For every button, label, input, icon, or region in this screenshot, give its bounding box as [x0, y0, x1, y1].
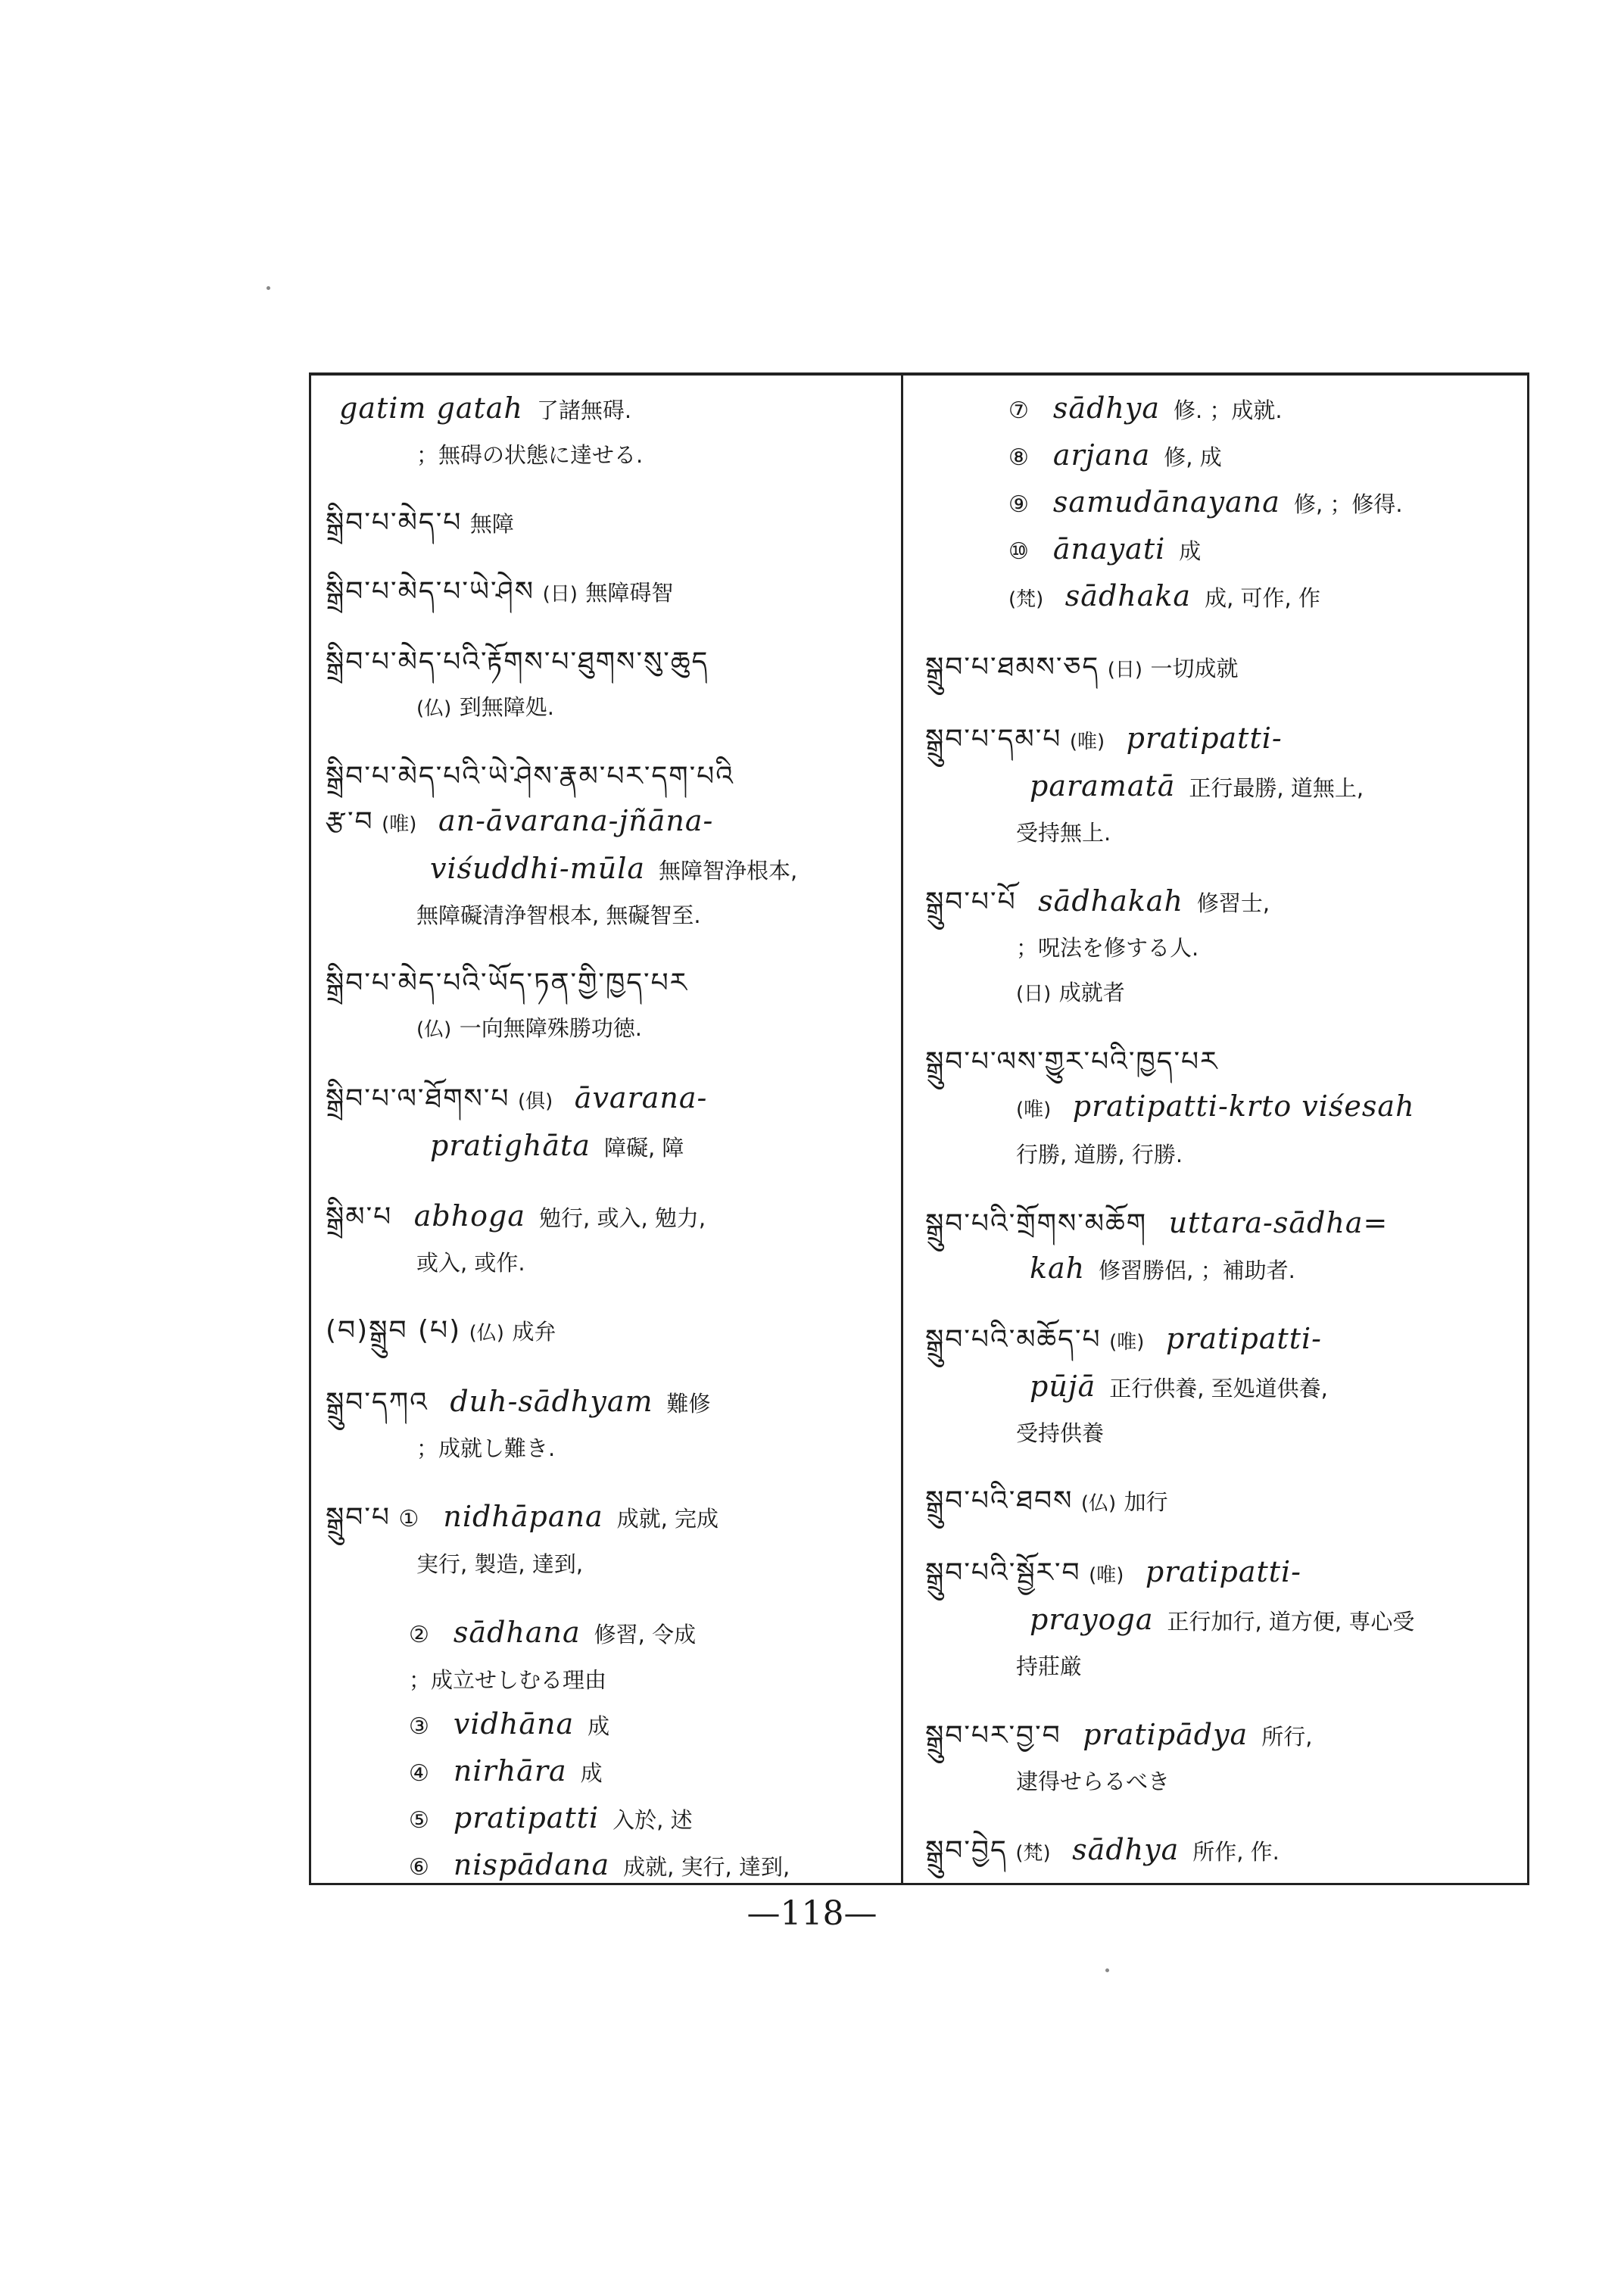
sanskrit-term: sādhaka [1064, 579, 1192, 612]
japanese-gloss: 無障礙清浄智根本, 無礙智至. [416, 902, 701, 928]
tibetan-term: སྒྲིབ་པ་མེད་པ་ཡེ་ཤེས [326, 576, 535, 607]
japanese-gloss: 正行加行, 道方便, 専心受 [1167, 1609, 1415, 1635]
japanese-gloss: 修習, 令成 [594, 1622, 697, 1647]
entry-line [925, 480, 1516, 527]
sanskrit-term: nidhāpana [443, 1500, 603, 1533]
entry-line [326, 1796, 893, 1843]
japanese-gloss: 行勝, 道勝, 行勝. [1016, 1142, 1183, 1167]
japanese-gloss: 一向無障殊勝功徳. [459, 1015, 643, 1041]
japanese-gloss: 正行供養, 至処道供養, [1109, 1376, 1328, 1401]
entry-line [326, 1610, 893, 1657]
entry-line [326, 1541, 893, 1586]
entry-line [326, 432, 893, 477]
entry-line [326, 755, 893, 799]
sanskrit-term: sādhana [453, 1616, 581, 1649]
entry-line [326, 1702, 893, 1749]
entry-line [326, 570, 893, 616]
entry-line [925, 1201, 1516, 1246]
japanese-gloss: 成就, 実行, 達到, [623, 1854, 790, 1880]
sanskrit-term: paramatā [1030, 769, 1176, 803]
entry-line [925, 879, 1516, 925]
dictionary-entry [326, 570, 893, 616]
source-tag: (日) [1016, 983, 1052, 1005]
tibetan-term: སྒྲིབ་པ་མེད་པའི་ཡོད་ཏན་གྱི་ཁྱད་པར [326, 968, 689, 999]
dictionary-entry [925, 386, 1516, 622]
entry-line [326, 799, 893, 846]
japanese-gloss: 無障 [469, 511, 514, 537]
entry-line [326, 1379, 893, 1426]
scan-speck [1105, 1968, 1109, 1972]
tibetan-term: སྒྲིམ་པ [326, 1202, 393, 1233]
japanese-gloss: 了諸無碍. [536, 397, 632, 423]
entry-line [326, 1749, 893, 1796]
dictionary-entry [326, 1076, 893, 1170]
dictionary-entry [326, 962, 893, 1052]
entry-line [326, 1495, 893, 1541]
tibetan-term: སྒྲིབ་པ་ལ་ཐོགས་པ [326, 1083, 510, 1114]
entry-line [326, 1194, 893, 1240]
tibetan-term: སྒྲུབ་བྱེད [925, 1835, 1008, 1866]
sanskrit-term: nispādana [453, 1848, 610, 1881]
tibetan-term: སྒྲུབ་པར་བྱ་བ [925, 1720, 1061, 1751]
sanskrit-term: prayoga [1030, 1603, 1154, 1636]
dictionary-entry [925, 716, 1516, 855]
entry-line [925, 1828, 1516, 1875]
dictionary-entry [925, 1828, 1516, 1875]
tibetan-term: སྒྲུབ་པའི་མཆོད་པ [925, 1324, 1102, 1355]
source-tag: (唯) [1016, 1099, 1052, 1121]
left-column [326, 386, 893, 1914]
source-tag: (唯) [1109, 1331, 1145, 1354]
japanese-gloss: 到無障処. [459, 694, 555, 720]
source-tag: (仏) [1080, 1492, 1117, 1515]
source-tag: (梵) [1015, 1842, 1051, 1865]
sanskrit-term: an-āvarana-jñāna- [438, 804, 714, 837]
sanskrit-term: āvarana- [574, 1081, 708, 1114]
entry-line [326, 641, 893, 684]
entry-line [925, 1246, 1516, 1292]
sense-number: ⑦ [1008, 397, 1029, 424]
dictionary-entry [925, 1317, 1516, 1455]
japanese-gloss: 修, ；修得. [1293, 491, 1403, 517]
sanskrit-term: nirhāra [453, 1754, 567, 1788]
tibetan-term: སྒྲུབ་པ [326, 1502, 391, 1533]
japanese-gloss: 成 [588, 1713, 610, 1739]
sanskrit-term: pūjā [1030, 1370, 1096, 1403]
source-tag: (唯) [382, 813, 417, 836]
japanese-gloss: 受持無上. [1016, 820, 1111, 846]
japanese-gloss: 所作, 作. [1192, 1839, 1280, 1865]
source-tag: (唯) [1089, 1564, 1124, 1587]
sense-number: ⑩ [1008, 538, 1029, 565]
source-tag: (仏) [416, 1018, 452, 1041]
japanese-gloss: 入於, 述 [613, 1807, 693, 1833]
dictionary-entry [326, 641, 893, 731]
japanese-gloss: 成就, 完成 [616, 1506, 719, 1532]
entry-line [326, 962, 893, 1005]
sanskrit-term: pratipatti- [1126, 722, 1283, 755]
entry-line [925, 574, 1516, 622]
dictionary-entry [326, 1309, 893, 1355]
entry-line [925, 764, 1516, 810]
dictionary-entry [925, 1550, 1516, 1688]
dictionary-entry [925, 1479, 1516, 1526]
entry-line [925, 527, 1516, 574]
japanese-gloss: ；呪法を修する人. [1016, 935, 1199, 961]
entry-line [925, 433, 1516, 480]
dictionary-entry [326, 1194, 893, 1285]
entry-line [326, 1309, 893, 1355]
tibetan-term: (བ)སྒྲུབ (པ) [326, 1315, 462, 1346]
dictionary-entry [925, 1201, 1516, 1292]
japanese-gloss: ；成就し難き. [416, 1435, 556, 1461]
japanese-gloss: 加行 [1124, 1489, 1168, 1515]
sense-number: ③ [409, 1713, 429, 1740]
entry-line [925, 1550, 1516, 1597]
column-divider [901, 372, 903, 1885]
entry-line [925, 1084, 1516, 1132]
sense-number: ⑤ [409, 1807, 429, 1834]
tibetan-term: སྒྲིབ་པ་མེད་པའི་ཡེ་ཤེས་རྣམ་པར་དག་པའི [326, 761, 734, 792]
sanskrit-term: abhoga [413, 1199, 526, 1233]
tibetan-term: སྒྲིབ་པ་མེད་པ [326, 507, 463, 538]
sanskrit-term: gatim gatah [339, 391, 523, 425]
source-tag: (仏) [416, 697, 452, 720]
sanskrit-term: pratipatti- [1145, 1555, 1302, 1588]
tibetan-term: སྒྲུབ་པ་ལས་གྱུར་པའི་ཁྱད་པར [925, 1046, 1219, 1077]
source-tag: (唯) [1069, 731, 1105, 753]
sanskrit-term: pratighāta [430, 1129, 591, 1162]
sense-number: ① [398, 1506, 419, 1532]
dictionary-entry [326, 1379, 893, 1470]
japanese-gloss: 無障智浄根本, [659, 858, 798, 884]
tibetan-term: སྒྲིབ་པ་མེད་པའི་རྟོགས་པ་ཐུགས་སུ་ཆུད [326, 647, 709, 678]
entry-line [925, 1759, 1516, 1803]
entry-line [326, 1240, 893, 1285]
dictionary-entry [925, 646, 1516, 692]
entry-line [925, 1364, 1516, 1410]
japanese-gloss: 或入, 或作. [416, 1250, 525, 1276]
tibetan-term: སྒྲུབ་པ་པོ [925, 887, 1017, 918]
japanese-gloss: 無障碍智 [585, 580, 674, 606]
tibetan-term: སྒྲུབ་པའི་ཐབས [925, 1485, 1074, 1516]
japanese-gloss: 難修 [666, 1391, 711, 1417]
dictionary-entry [925, 1713, 1516, 1803]
entry-line [326, 846, 893, 893]
sanskrit-term: vidhāna [453, 1707, 575, 1741]
japanese-gloss: 成 [580, 1760, 603, 1786]
tibetan-term: སྒྲུབ་པའི་སྦྱོར་བ [925, 1557, 1081, 1588]
japanese-gloss: ；成立せしむる理由 [409, 1667, 607, 1693]
entry-line [925, 716, 1516, 764]
right-column [925, 386, 1516, 1900]
sanskrit-term: ānayati [1052, 532, 1166, 566]
dictionary-entry [925, 1040, 1516, 1177]
japanese-gloss: 所行, [1261, 1724, 1313, 1750]
source-tag: (日) [1107, 659, 1142, 681]
entry-line [326, 1657, 893, 1702]
japanese-gloss: 修. ；成就. [1173, 397, 1283, 423]
japanese-gloss: 持莊厳 [1016, 1653, 1083, 1679]
dictionary-entry [326, 1495, 893, 1586]
entry-line [925, 646, 1516, 692]
page-number: —118— [747, 1894, 877, 1933]
entry-line [925, 1317, 1516, 1364]
entry-line [925, 386, 1516, 433]
sanskrit-term: pratipādya [1083, 1718, 1248, 1751]
entry-line [925, 1132, 1516, 1177]
japanese-gloss: ；無碍の状態に達せる. [416, 442, 644, 468]
sanskrit-term: pratipatti-krto viśesah [1072, 1089, 1415, 1123]
dictionary-entry [925, 879, 1516, 1016]
sense-number: ⑥ [409, 1854, 429, 1881]
japanese-gloss: 成, 可作, 作 [1205, 585, 1320, 611]
source-tag: (仏) [469, 1322, 504, 1345]
entry-line [326, 1426, 893, 1470]
entry-line [925, 1713, 1516, 1759]
sanskrit-term: pratipatti- [1165, 1322, 1323, 1355]
sanskrit-term: arjana [1052, 438, 1151, 472]
entry-line [925, 1597, 1516, 1644]
japanese-gloss: 実行, 製造, 達到, [416, 1551, 584, 1577]
japanese-gloss: 修習勝侶, ；補助者. [1099, 1258, 1295, 1283]
dictionary-entry [326, 501, 893, 546]
entry-line [925, 925, 1516, 970]
japanese-gloss: 正行最勝, 道無上, [1189, 775, 1364, 801]
sense-number: ⑨ [1008, 491, 1029, 518]
sense-number: ⑧ [1008, 444, 1029, 471]
sanskrit-term: uttara-sādha= [1168, 1206, 1389, 1239]
sense-number: ② [409, 1622, 429, 1648]
entry-line [925, 970, 1516, 1016]
sanskrit-term: samudānayana [1052, 485, 1280, 519]
entry-line [326, 1076, 893, 1124]
source-tag: (梵) [1008, 588, 1044, 611]
sanskrit-term: duh-sādhyam [450, 1385, 653, 1418]
japanese-gloss: 修, 成 [1164, 444, 1222, 470]
entry-line [925, 1410, 1516, 1455]
entry-line [326, 1843, 893, 1890]
japanese-gloss: 障礙, 障 [603, 1135, 684, 1161]
entry-line [326, 501, 893, 546]
japanese-gloss: 一切成就 [1150, 656, 1239, 681]
sense-number: ④ [409, 1760, 429, 1787]
japanese-gloss: 成 [1179, 538, 1202, 564]
entry-line [925, 1644, 1516, 1688]
tibetan-term: རྩ་བ [326, 806, 374, 837]
entry-line [326, 893, 893, 937]
japanese-gloss: 逮得せらるべき [1016, 1769, 1170, 1794]
scan-speck [267, 286, 270, 290]
entry-line [326, 386, 893, 432]
tibetan-term: སྒྲུབ་པའི་གྲོགས་མཆོག [925, 1208, 1148, 1239]
dictionary-entry [326, 386, 893, 477]
japanese-gloss: 受持供養 [1016, 1420, 1105, 1446]
japanese-gloss: 成就者 [1058, 980, 1125, 1005]
entry-line [925, 1040, 1516, 1084]
tibetan-term: སྒྲུབ་དཀའ [326, 1387, 429, 1418]
entry-line [925, 810, 1516, 855]
entry-line [326, 1124, 893, 1170]
sanskrit-term: viśuddhi-mūla [430, 852, 646, 885]
sanskrit-term: sādhya [1052, 391, 1160, 425]
sanskrit-term: sādhakah [1038, 884, 1183, 918]
japanese-gloss: 勉行, 或入, 勉力, [539, 1205, 706, 1231]
entry-line [326, 684, 893, 731]
tibetan-term: སྒྲུབ་པ་ཐམས་ཅད [925, 652, 1100, 683]
dictionary-entry [326, 755, 893, 937]
source-tag: (俱) [518, 1090, 553, 1113]
japanese-gloss: 修習士, [1196, 890, 1270, 916]
japanese-gloss: 成弁 [512, 1319, 556, 1345]
entry-line [925, 1479, 1516, 1526]
tibetan-term: སྒྲུབ་པ་དམ་པ [925, 724, 1062, 755]
sanskrit-term: pratipatti [453, 1801, 600, 1834]
source-tag: (日) [542, 583, 578, 606]
sanskrit-term: kah [1030, 1251, 1086, 1285]
dictionary-entry [326, 1610, 893, 1890]
sanskrit-term: sādhya [1072, 1833, 1180, 1866]
entry-line [326, 1005, 893, 1052]
